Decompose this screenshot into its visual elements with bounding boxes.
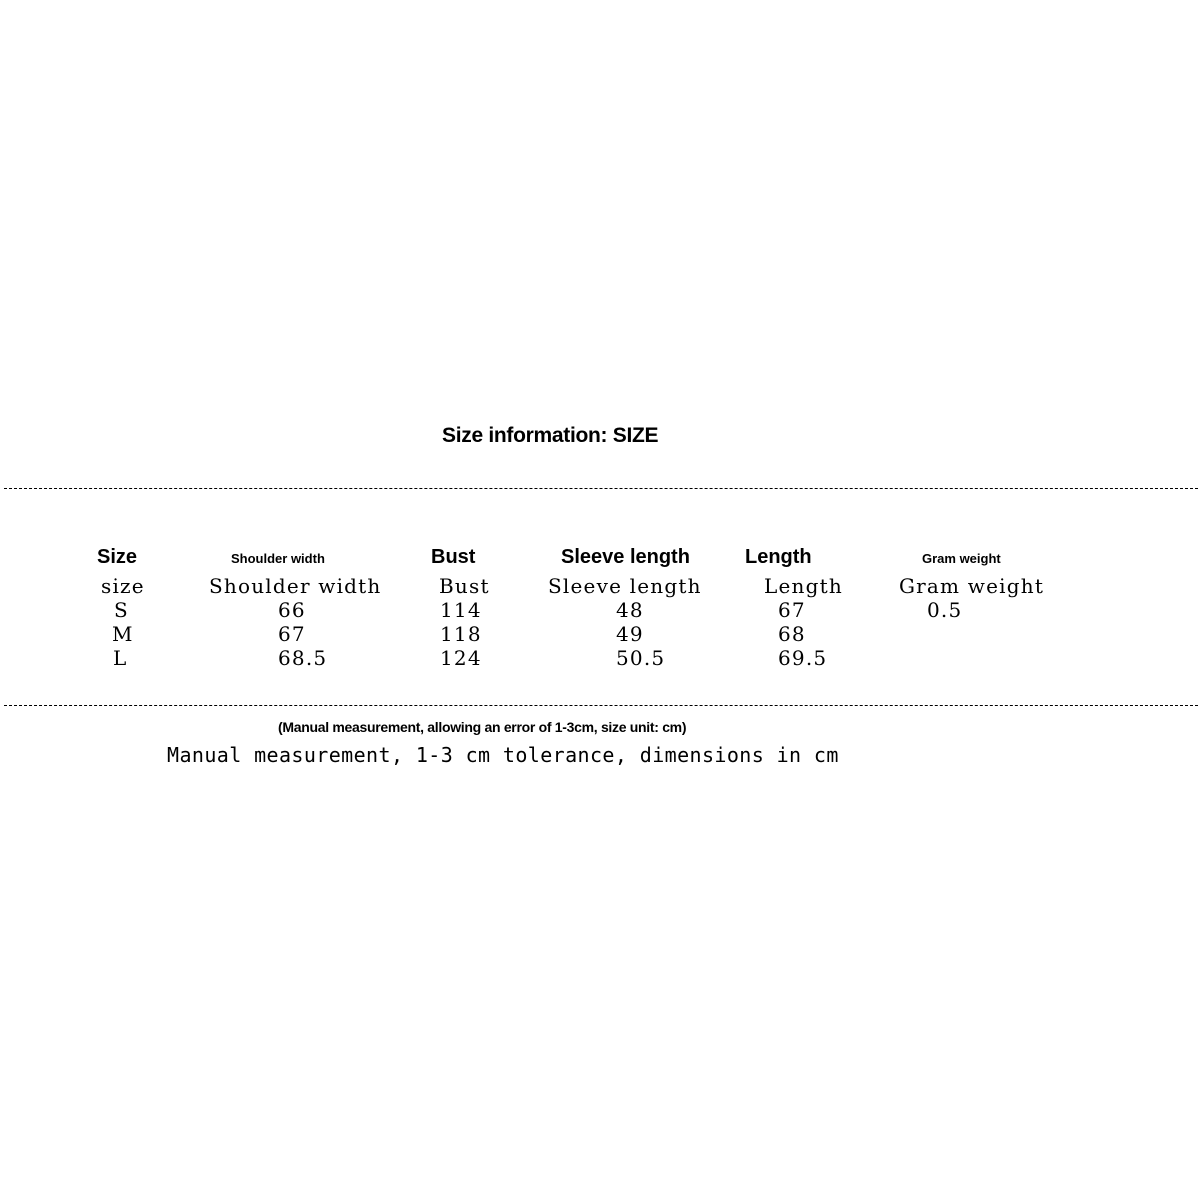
subheader-shoulder-width: Shoulder width [209,574,382,598]
table-row-m-shoulder: 67 [278,622,306,646]
divider-bottom [4,705,1198,706]
table-row-l-shoulder: 68.5 [278,646,328,670]
header-size: Size [97,546,138,568]
table-row-s-size: S [114,598,129,622]
header-bust: Bust [431,546,476,568]
measurement-note-translation: Manual measurement, 1-3 cm tolerance, dimensions in cm [167,743,839,767]
subheader-length: Length [764,574,843,598]
table-row-s-sleeve: 48 [616,598,644,622]
divider-top [4,488,1198,489]
header-length: Length [745,546,812,568]
header-gram-weight: Gram weight [922,551,1001,566]
subheader-size: size [101,574,145,598]
table-row-s-bust: 114 [440,598,482,622]
table-row-m-bust: 118 [440,622,482,646]
page-title: Size information: SIZE [442,424,659,447]
subheader-gram-weight: Gram weight [899,574,1045,598]
subheader-bust: Bust [439,574,490,598]
table-row-s-gram: 0.5 [927,598,963,622]
header-sleeve-length: Sleeve length [561,546,690,568]
table-row-l-size: L [113,646,128,670]
table-row-m-length: 68 [778,622,806,646]
table-row-l-sleeve: 50.5 [616,646,666,670]
table-row-s-length: 67 [778,598,806,622]
header-shoulder-width: Shoulder width [231,551,325,566]
table-row-l-bust: 124 [440,646,482,670]
subheader-sleeve-length: Sleeve length [548,574,702,598]
table-row-l-length: 69.5 [778,646,828,670]
measurement-note: (Manual measurement, allowing an error of 1-3cm, size unit: cm) [278,719,687,735]
table-row-m-size: M [112,622,134,646]
table-row-m-sleeve: 49 [616,622,644,646]
table-row-s-shoulder: 66 [278,598,306,622]
